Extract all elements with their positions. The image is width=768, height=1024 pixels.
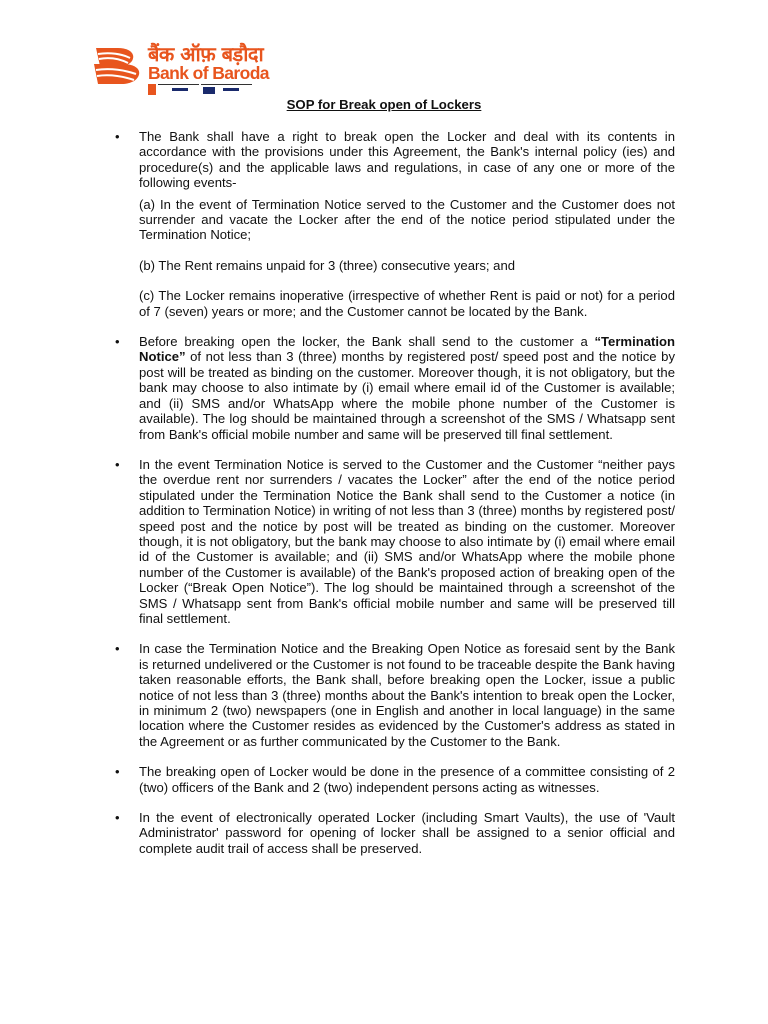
logo-hindi-text: बैंक ऑफ़ बड़ौदा xyxy=(148,42,264,66)
document-body xyxy=(115,129,675,871)
list-item xyxy=(115,457,675,626)
logo-strip xyxy=(148,84,252,95)
bullet: • xyxy=(115,810,120,826)
bullet: • xyxy=(115,334,120,350)
text-bold-termination-notice: “Termination Notice” xyxy=(139,334,675,365)
paragraph-electronic-locker: In the event of electronically operated Locker (including Smart Vaults), the use of 'Vault Administrator' password for opening of locker shall be assigned to a senior official and complete audit trail of access shall be preserved. xyxy=(139,810,675,856)
paragraph-termination-notice xyxy=(139,334,675,442)
text-segment: Before breaking open the locker, the Bank shall send to the customer a xyxy=(139,334,595,350)
text-segment: of not less than 3 (three) months by registered post/ speed post and the notice by post will be treated as binding on the customer. Moreover though, it is not obligatory, but the bank may choose to also intimate by (i) email where email id of the Customer is available; and (ii) SMS and/or WhatsApp where the mobile phone number of the Customer is available). The log should be maintained through a screenshot of the SMS / Whatsapp sent from Bank's official mobile number and same will be preserved till final settlement. xyxy=(139,349,675,442)
list-item xyxy=(115,810,675,856)
logo-english-text: Bank of Baroda xyxy=(148,63,269,83)
list-item xyxy=(115,641,675,749)
sub-item-c: (c) The Locker remains inoperative (irrespective of whether Rent is paid or not) for a period of 7 (seven) years or more; and the Customer cannot be located by the Bank. xyxy=(139,288,675,319)
sub-item-a: (a) In the event of Termination Notice served to the Customer and the Customer does not surrender and vacate the Locker after the end of the notice period stipulated under the Termination Notice; xyxy=(139,196,675,243)
paragraph-break-open-notice: In the event Termination Notice is served to the Customer and the Customer “neither pays the overdue rent nor surrenders / vacates the Locker” after the end of the notice period stipulated under the Termination Notice the Bank shall send to the Customer a notice (in addition to Termination Notice) in writing of not less than 3 (three) months by registered post/ speed post and the notice by post will be treated as binding on the customer. Moreover though, it is not obligatory, but the bank may choose to also intimate by (i) email where email id of the Customer is available; and (ii) SMS and/or WhatsApp where the mobile phone number of the Customer is available) of the Bank's proposed action of breaking open of the Locker (“Break Open Notice”). The log should be maintained through a screenshot of the SMS / Whatsapp sent from Bank's official mobile number and same will be preserved till final settlement. xyxy=(139,456,675,626)
bullet: • xyxy=(115,456,120,472)
list-item xyxy=(115,334,675,442)
bullet: • xyxy=(115,641,120,657)
bullet: • xyxy=(115,129,120,144)
list-item xyxy=(115,764,675,795)
paragraph-public-notice: In case the Termination Notice and the Breaking Open Notice as foresaid sent by the Bank is returned undelivered or the Customer is not found to be traceable despite the Bank having taken reasonable efforts, the Bank shall, before breaking open the Locker, issue a public notice of not less than 3 (three) months about the Bank's intention to break open the Locker, in minimum 2 (two) newspapers (one in English and another in local language) in the same location where the Customer resides as evidenced by the Customer's address as stated in the Agreement or as further communicated by the Customer to the Bank. xyxy=(139,641,675,749)
document-title: SOP for Break open of Lockers xyxy=(286,97,482,112)
bullet: • xyxy=(115,764,120,780)
bank-of-baroda-logo-icon xyxy=(92,42,144,86)
sub-item-b: (b) The Rent remains unpaid for 3 (three) consecutive years; and xyxy=(139,257,516,273)
list-item xyxy=(115,129,675,319)
bank-logo xyxy=(92,40,269,98)
paragraph-committee: The breaking open of Locker would be done in the presence of a committee consisting of 2 (two) officers of the Bank and 2 (two) independent persons acting as witnesses. xyxy=(139,764,675,795)
paragraph-right-to-break-open: The Bank shall have a right to break open the Locker and deal with its contents in accordance with the provisions under this Agreement, the Bank's internal policy (ies) and procedure(s) and the applicable laws and regulations, in case of any one or more of the following events- xyxy=(139,129,675,191)
